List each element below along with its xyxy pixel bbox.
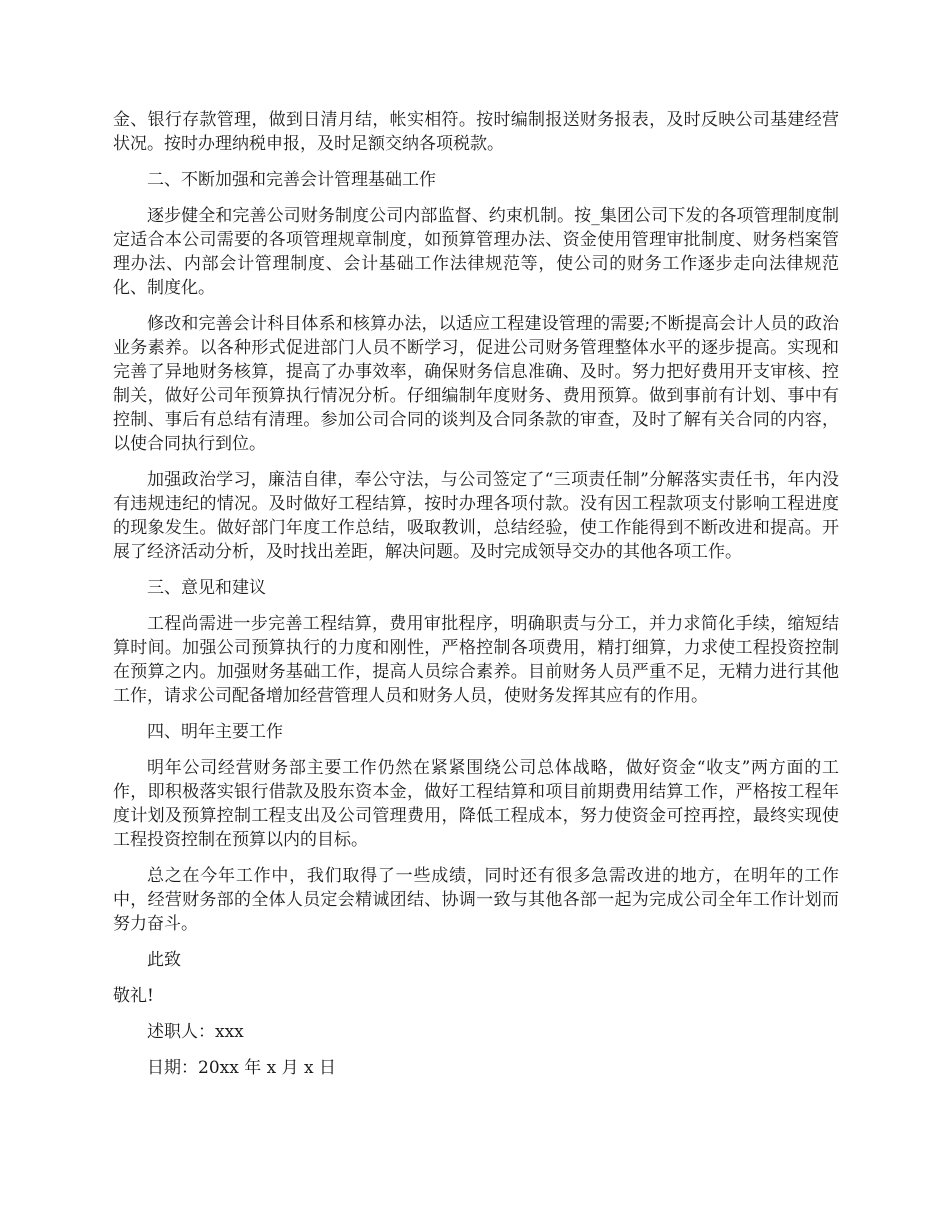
paragraph-4: 修改和完善会计科目体系和核算办法，以适应工程建设管理的需要;不断提高会计人员的政治业务素养。以各种形式促进部门人员不断学习，促进公司财务管理整体水平的逐步提高。实现和完善了异地财务核算，提高了办事效率，确保财务信息准确、及时。努力把好费用开支审核、控制关，做好公司年预算执行情况分析。仔细编制年度财务、费用预算。做到事前有计划、事中有控制、事后有总结有清理。参加公司合同的谈判及合同条款的审查，及时了解有关合同的内容，以使合同执行到位。 [113,314,839,454]
paragraph-10: 总之在今年工作中，我们取得了一些成绩，同时还有很多急需改进的地方，在明年的工作中，经营财务部的全体人员定会精诚团结、协调一致与其他各部一起为完成公司全年工作计划而努力奋斗。 [113,866,839,934]
paragraph-3: 逐步健全和完善公司财务制度公司内部监督、约束机制。按_集团公司下发的各项管理制度制定适合本公司需要的各项管理规章制度，如预算管理办法、资金使用管理审批制度、财务档案管理办法、内部会计管理制度、会计基础工作法律规范等，使公司的财务工作逐步走向法律规范化、制度化。 [113,206,839,298]
paragraph-1: 金、银行存款管理，做到日清月结，帐实相符。按时编制报送财务报表，及时反映公司基建经营状况。按时办理纳税申报，及时足额交纳各项税款。 [113,110,839,154]
closing-salutation: 此致 [147,950,181,970]
closing-respect: 敬礼! [113,986,154,1006]
paragraph-7: 工程尚需进一步完善工程结算，费用审批程序，明确职责与分工，并力求简化手续，缩短结算时间。加强公司预算执行的力度和刚性，严格控制各项费用，精打细算，力求使工程投资控制在预算之内。加强财务基础工作，提高人员综合素养。目前财务人员严重不足，无精力进行其他工作，请求公司配备增加经营管理人员和财务人员，使财务发挥其应有的作用。 [113,614,839,706]
section-heading-4: 四、明年主要工作 [147,722,283,742]
paragraph-9: 明年公司经营财务部主要工作仍然在紧紧围绕公司总体战略，做好资金“收支”两方面的工作，即积极落实银行借款及股东资本金，做好工程结算和项目前期费用结算工作，严格按工程年度计划及预算控制工程支出及公司管理费用，降低工程成本，努力使资金可控再控，最终实现使工程投资控制在预算以内的目标。 [113,758,839,850]
section-heading-3: 三、意见和建议 [147,578,266,598]
report-date: 日期：20xx 年 x 月 x 日 [147,1058,337,1078]
reporter-signature: 述职人：xxx [147,1022,244,1042]
paragraph-5: 加强政治学习，廉洁自律，奉公守法，与公司签定了“三项责任制”分解落实责任书，年内没有违规违纪的情况。及时做好工程结算，按时办理各项付款。没有因工程款项支付影响工程进度的现象发生。做好部门年度工作总结，吸取教训，总结经验，使工作能得到不断改进和提高。开展了经济活动分析，及时找出差距，解决问题。及时完成领导交办的其他各项工作。 [113,470,839,562]
section-heading-2: 二、不断加强和完善会计管理基础工作 [147,170,436,190]
document-body [113,108,839,1092]
